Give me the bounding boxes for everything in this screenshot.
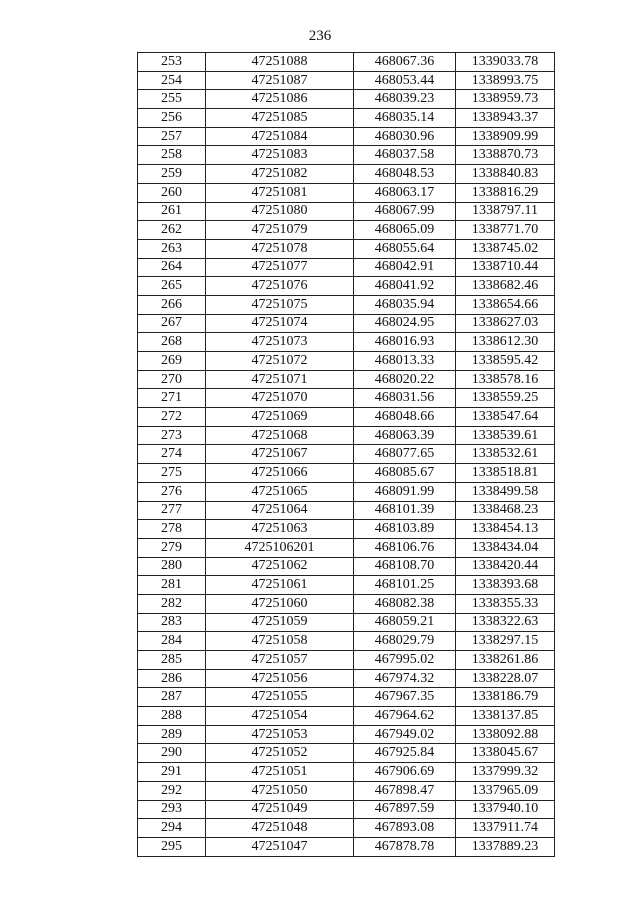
table-row bbox=[138, 707, 555, 726]
row-index-cell: 273 bbox=[138, 426, 206, 445]
point-id-cell: 47251074 bbox=[206, 314, 354, 333]
y-coordinate-cell: 1338297.15 bbox=[456, 632, 555, 651]
point-id-cell: 47251076 bbox=[206, 277, 354, 296]
table-row bbox=[138, 482, 555, 501]
point-id-cell: 47251055 bbox=[206, 688, 354, 707]
y-coordinate-cell: 1337940.10 bbox=[456, 800, 555, 819]
table-row bbox=[138, 819, 555, 838]
row-index-cell: 274 bbox=[138, 445, 206, 464]
x-coordinate-cell: 468037.58 bbox=[354, 146, 456, 165]
row-index-cell: 269 bbox=[138, 352, 206, 371]
x-coordinate-cell: 468041.92 bbox=[354, 277, 456, 296]
row-index-cell: 256 bbox=[138, 109, 206, 128]
y-coordinate-cell: 1338539.61 bbox=[456, 426, 555, 445]
row-index-cell: 258 bbox=[138, 146, 206, 165]
point-id-cell: 47251083 bbox=[206, 146, 354, 165]
table-row bbox=[138, 370, 555, 389]
y-coordinate-cell: 1339033.78 bbox=[456, 53, 555, 72]
row-index-cell: 279 bbox=[138, 538, 206, 557]
x-coordinate-cell: 467949.02 bbox=[354, 725, 456, 744]
x-coordinate-cell: 468067.36 bbox=[354, 53, 456, 72]
point-id-cell: 47251087 bbox=[206, 71, 354, 90]
table-body bbox=[138, 53, 555, 857]
point-id-cell: 47251071 bbox=[206, 370, 354, 389]
x-coordinate-cell: 468048.53 bbox=[354, 165, 456, 184]
table-row bbox=[138, 837, 555, 856]
y-coordinate-cell: 1338682.46 bbox=[456, 277, 555, 296]
point-id-cell: 47251073 bbox=[206, 333, 354, 352]
table-row bbox=[138, 295, 555, 314]
y-coordinate-cell: 1337911.74 bbox=[456, 819, 555, 838]
row-index-cell: 283 bbox=[138, 613, 206, 632]
x-coordinate-cell: 468101.25 bbox=[354, 576, 456, 595]
x-coordinate-cell: 468063.39 bbox=[354, 426, 456, 445]
point-id-cell: 47251081 bbox=[206, 183, 354, 202]
table-row bbox=[138, 109, 555, 128]
point-id-cell: 47251050 bbox=[206, 781, 354, 800]
x-coordinate-cell: 467906.69 bbox=[354, 763, 456, 782]
table-row bbox=[138, 464, 555, 483]
y-coordinate-cell: 1337965.09 bbox=[456, 781, 555, 800]
y-coordinate-cell: 1338499.58 bbox=[456, 482, 555, 501]
x-coordinate-cell: 467893.08 bbox=[354, 819, 456, 838]
table-row bbox=[138, 445, 555, 464]
table-row bbox=[138, 314, 555, 333]
page-number: 236 bbox=[308, 28, 332, 44]
row-index-cell: 270 bbox=[138, 370, 206, 389]
point-id-cell: 47251086 bbox=[206, 90, 354, 109]
y-coordinate-cell: 1338578.16 bbox=[456, 370, 555, 389]
table-row bbox=[138, 594, 555, 613]
table-row bbox=[138, 53, 555, 72]
y-coordinate-cell: 1338654.66 bbox=[456, 295, 555, 314]
x-coordinate-cell: 468103.89 bbox=[354, 520, 456, 539]
row-index-cell: 275 bbox=[138, 464, 206, 483]
y-coordinate-cell: 1338228.07 bbox=[456, 669, 555, 688]
point-id-cell: 47251072 bbox=[206, 352, 354, 371]
point-id-cell: 47251065 bbox=[206, 482, 354, 501]
table-row bbox=[138, 613, 555, 632]
table-row bbox=[138, 202, 555, 221]
table-row bbox=[138, 165, 555, 184]
point-id-cell: 47251068 bbox=[206, 426, 354, 445]
y-coordinate-cell: 1338745.02 bbox=[456, 239, 555, 258]
table-row bbox=[138, 333, 555, 352]
row-index-cell: 280 bbox=[138, 557, 206, 576]
table-row bbox=[138, 127, 555, 146]
point-id-cell: 47251052 bbox=[206, 744, 354, 763]
x-coordinate-cell: 468108.70 bbox=[354, 557, 456, 576]
point-id-cell: 47251084 bbox=[206, 127, 354, 146]
y-coordinate-cell: 1337999.32 bbox=[456, 763, 555, 782]
y-coordinate-cell: 1338959.73 bbox=[456, 90, 555, 109]
row-index-cell: 259 bbox=[138, 165, 206, 184]
point-id-cell: 47251058 bbox=[206, 632, 354, 651]
row-index-cell: 262 bbox=[138, 221, 206, 240]
x-coordinate-cell: 468082.38 bbox=[354, 594, 456, 613]
row-index-cell: 260 bbox=[138, 183, 206, 202]
row-index-cell: 271 bbox=[138, 389, 206, 408]
y-coordinate-cell: 1338943.37 bbox=[456, 109, 555, 128]
table-row bbox=[138, 146, 555, 165]
x-coordinate-cell: 467967.35 bbox=[354, 688, 456, 707]
table-row bbox=[138, 183, 555, 202]
y-coordinate-cell: 1338797.11 bbox=[456, 202, 555, 221]
point-id-cell: 47251078 bbox=[206, 239, 354, 258]
row-index-cell: 265 bbox=[138, 277, 206, 296]
y-coordinate-cell: 1338840.83 bbox=[456, 165, 555, 184]
point-id-cell: 47251085 bbox=[206, 109, 354, 128]
row-index-cell: 287 bbox=[138, 688, 206, 707]
table-row bbox=[138, 221, 555, 240]
y-coordinate-cell: 1338816.29 bbox=[456, 183, 555, 202]
row-index-cell: 285 bbox=[138, 651, 206, 670]
y-coordinate-cell: 1338261.86 bbox=[456, 651, 555, 670]
point-id-cell: 47251063 bbox=[206, 520, 354, 539]
x-coordinate-cell: 468077.65 bbox=[354, 445, 456, 464]
point-id-cell: 47251047 bbox=[206, 837, 354, 856]
y-coordinate-cell: 1338434.04 bbox=[456, 538, 555, 557]
y-coordinate-cell: 1338612.30 bbox=[456, 333, 555, 352]
point-id-cell: 47251070 bbox=[206, 389, 354, 408]
x-coordinate-cell: 468067.99 bbox=[354, 202, 456, 221]
row-index-cell: 264 bbox=[138, 258, 206, 277]
row-index-cell: 261 bbox=[138, 202, 206, 221]
table-row bbox=[138, 258, 555, 277]
y-coordinate-cell: 1338468.23 bbox=[456, 501, 555, 520]
table-row bbox=[138, 576, 555, 595]
x-coordinate-cell: 468020.22 bbox=[354, 370, 456, 389]
point-id-cell: 47251056 bbox=[206, 669, 354, 688]
row-index-cell: 278 bbox=[138, 520, 206, 539]
x-coordinate-cell: 468039.23 bbox=[354, 90, 456, 109]
y-coordinate-cell: 1338322.63 bbox=[456, 613, 555, 632]
y-coordinate-cell: 1338420.44 bbox=[456, 557, 555, 576]
point-id-cell: 47251060 bbox=[206, 594, 354, 613]
point-id-cell: 47251048 bbox=[206, 819, 354, 838]
table-row bbox=[138, 389, 555, 408]
point-id-cell: 47251082 bbox=[206, 165, 354, 184]
x-coordinate-cell: 468063.17 bbox=[354, 183, 456, 202]
y-coordinate-cell: 1338186.79 bbox=[456, 688, 555, 707]
point-id-cell: 47251057 bbox=[206, 651, 354, 670]
row-index-cell: 267 bbox=[138, 314, 206, 333]
row-index-cell: 254 bbox=[138, 71, 206, 90]
x-coordinate-cell: 467878.78 bbox=[354, 837, 456, 856]
row-index-cell: 295 bbox=[138, 837, 206, 856]
table-row bbox=[138, 426, 555, 445]
table-row bbox=[138, 800, 555, 819]
table-row bbox=[138, 781, 555, 800]
y-coordinate-cell: 1338137.85 bbox=[456, 707, 555, 726]
x-coordinate-cell: 468101.39 bbox=[354, 501, 456, 520]
point-id-cell: 47251069 bbox=[206, 408, 354, 427]
y-coordinate-cell: 1338993.75 bbox=[456, 71, 555, 90]
x-coordinate-cell: 468035.94 bbox=[354, 295, 456, 314]
x-coordinate-cell: 468065.09 bbox=[354, 221, 456, 240]
x-coordinate-cell: 468042.91 bbox=[354, 258, 456, 277]
row-index-cell: 255 bbox=[138, 90, 206, 109]
x-coordinate-cell: 468091.99 bbox=[354, 482, 456, 501]
point-id-cell: 47251061 bbox=[206, 576, 354, 595]
y-coordinate-cell: 1338518.81 bbox=[456, 464, 555, 483]
table-row bbox=[138, 557, 555, 576]
x-coordinate-cell: 467974.32 bbox=[354, 669, 456, 688]
x-coordinate-cell: 467897.59 bbox=[354, 800, 456, 819]
row-index-cell: 294 bbox=[138, 819, 206, 838]
point-id-cell: 47251059 bbox=[206, 613, 354, 632]
y-coordinate-cell: 1338547.64 bbox=[456, 408, 555, 427]
x-coordinate-cell: 468024.95 bbox=[354, 314, 456, 333]
point-id-cell: 47251088 bbox=[206, 53, 354, 72]
x-coordinate-cell: 468035.14 bbox=[354, 109, 456, 128]
row-index-cell: 268 bbox=[138, 333, 206, 352]
table-row bbox=[138, 725, 555, 744]
row-index-cell: 286 bbox=[138, 669, 206, 688]
table-row bbox=[138, 239, 555, 258]
y-coordinate-cell: 1337889.23 bbox=[456, 837, 555, 856]
x-coordinate-cell: 468085.67 bbox=[354, 464, 456, 483]
table-row bbox=[138, 744, 555, 763]
table-row bbox=[138, 651, 555, 670]
x-coordinate-cell: 467898.47 bbox=[354, 781, 456, 800]
point-id-cell: 47251062 bbox=[206, 557, 354, 576]
point-id-cell: 47251066 bbox=[206, 464, 354, 483]
coordinates-table bbox=[137, 52, 555, 857]
y-coordinate-cell: 1338532.61 bbox=[456, 445, 555, 464]
table-row bbox=[138, 632, 555, 651]
row-index-cell: 276 bbox=[138, 482, 206, 501]
x-coordinate-cell: 467964.62 bbox=[354, 707, 456, 726]
row-index-cell: 284 bbox=[138, 632, 206, 651]
row-index-cell: 282 bbox=[138, 594, 206, 613]
y-coordinate-cell: 1338627.03 bbox=[456, 314, 555, 333]
y-coordinate-cell: 1338045.67 bbox=[456, 744, 555, 763]
y-coordinate-cell: 1338870.73 bbox=[456, 146, 555, 165]
row-index-cell: 288 bbox=[138, 707, 206, 726]
y-coordinate-cell: 1338710.44 bbox=[456, 258, 555, 277]
point-id-cell: 47251051 bbox=[206, 763, 354, 782]
x-coordinate-cell: 468055.64 bbox=[354, 239, 456, 258]
table-row bbox=[138, 501, 555, 520]
row-index-cell: 291 bbox=[138, 763, 206, 782]
y-coordinate-cell: 1338771.70 bbox=[456, 221, 555, 240]
row-index-cell: 253 bbox=[138, 53, 206, 72]
row-index-cell: 281 bbox=[138, 576, 206, 595]
x-coordinate-cell: 468053.44 bbox=[354, 71, 456, 90]
row-index-cell: 289 bbox=[138, 725, 206, 744]
row-index-cell: 266 bbox=[138, 295, 206, 314]
y-coordinate-cell: 1338393.68 bbox=[456, 576, 555, 595]
point-id-cell: 47251080 bbox=[206, 202, 354, 221]
table-row bbox=[138, 352, 555, 371]
table-row bbox=[138, 763, 555, 782]
row-index-cell: 290 bbox=[138, 744, 206, 763]
point-id-cell: 47251075 bbox=[206, 295, 354, 314]
x-coordinate-cell: 468048.66 bbox=[354, 408, 456, 427]
x-coordinate-cell: 468029.79 bbox=[354, 632, 456, 651]
table-row bbox=[138, 90, 555, 109]
x-coordinate-cell: 468031.56 bbox=[354, 389, 456, 408]
point-id-cell: 47251079 bbox=[206, 221, 354, 240]
table-row bbox=[138, 669, 555, 688]
row-index-cell: 293 bbox=[138, 800, 206, 819]
y-coordinate-cell: 1338454.13 bbox=[456, 520, 555, 539]
row-index-cell: 257 bbox=[138, 127, 206, 146]
x-coordinate-cell: 468030.96 bbox=[354, 127, 456, 146]
x-coordinate-cell: 468016.93 bbox=[354, 333, 456, 352]
point-id-cell: 47251053 bbox=[206, 725, 354, 744]
x-coordinate-cell: 468059.21 bbox=[354, 613, 456, 632]
row-index-cell: 263 bbox=[138, 239, 206, 258]
row-index-cell: 292 bbox=[138, 781, 206, 800]
table-row bbox=[138, 520, 555, 539]
point-id-cell: 47251054 bbox=[206, 707, 354, 726]
table-row bbox=[138, 688, 555, 707]
point-id-cell: 47251067 bbox=[206, 445, 354, 464]
row-index-cell: 277 bbox=[138, 501, 206, 520]
y-coordinate-cell: 1338909.99 bbox=[456, 127, 555, 146]
x-coordinate-cell: 467995.02 bbox=[354, 651, 456, 670]
x-coordinate-cell: 468106.76 bbox=[354, 538, 456, 557]
row-index-cell: 272 bbox=[138, 408, 206, 427]
point-id-cell: 47251064 bbox=[206, 501, 354, 520]
y-coordinate-cell: 1338559.25 bbox=[456, 389, 555, 408]
x-coordinate-cell: 467925.84 bbox=[354, 744, 456, 763]
y-coordinate-cell: 1338355.33 bbox=[456, 594, 555, 613]
y-coordinate-cell: 1338595.42 bbox=[456, 352, 555, 371]
table-row bbox=[138, 277, 555, 296]
point-id-cell: 47251049 bbox=[206, 800, 354, 819]
table-row bbox=[138, 408, 555, 427]
table-row bbox=[138, 538, 555, 557]
x-coordinate-cell: 468013.33 bbox=[354, 352, 456, 371]
point-id-cell: 47251077 bbox=[206, 258, 354, 277]
point-id-cell: 4725106201 bbox=[206, 538, 354, 557]
table-row bbox=[138, 71, 555, 90]
y-coordinate-cell: 1338092.88 bbox=[456, 725, 555, 744]
